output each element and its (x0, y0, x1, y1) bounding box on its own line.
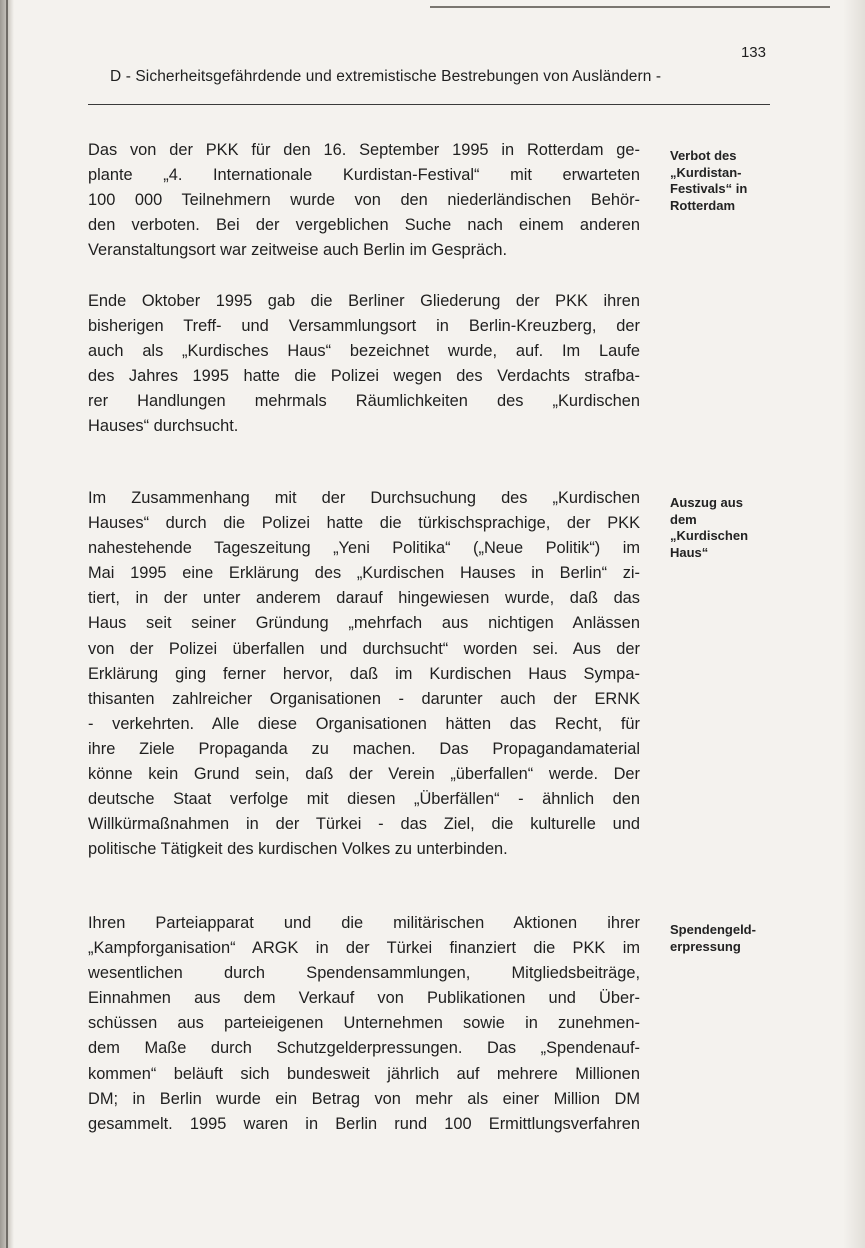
text-line: plante „4. Internationale Kurdistan-Festival“ mit erwarteten (88, 166, 640, 185)
margin-note-line: Verbot des (670, 148, 737, 163)
margin-note-line: Auszug aus (670, 495, 743, 510)
text-line: Veranstaltungsort war zeitweise auch Berlin im Gespräch. (88, 241, 508, 260)
text-line: - verkehrten. Alle diese Organisationen hätten das Recht, für (88, 714, 640, 733)
text-line: auch als „Kurdisches Haus“ bezeichnet wurde, auf. Im Laufe (88, 342, 640, 361)
text-line: Im Zusammenhang mit der Durchsuchung des „Kurdischen (88, 489, 640, 507)
text-line: von der Polizei überfallen und durchsucht“ worden sei. Aus der (88, 639, 640, 658)
text-line: Haus seit seiner Gründung „mehrfach aus nichtigen Anlässen (88, 614, 640, 633)
page-number: 133 (740, 44, 766, 61)
margin-note-line: dem (670, 511, 697, 527)
running-header: D - Sicherheitsgefährdende und extremistische Bestrebungen von Ausländern - (110, 68, 662, 85)
margin-note-kurdish-house (670, 495, 800, 561)
margin-note-line: Rotterdam (670, 197, 736, 213)
text-line: Hauses“ durchsucht. (88, 417, 239, 436)
text-line: Hauses“ durch die Polizei hatte die türkischsprachige, der PKK (88, 514, 640, 533)
margin-note-line: Haus“ (670, 544, 709, 560)
margin-note-extortion (670, 922, 800, 955)
text-line: Willkürmaßnahmen in der Türkei - das Ziel, die kulturelle und (88, 815, 640, 834)
text-line: deutsche Staat verfolge mit diesen „Überfällen“ - ähnlich den (88, 790, 640, 809)
text-line: dem Maße durch Schutzgelderpressungen. Das „Spendenauf- (88, 1039, 640, 1058)
text-line: gesammelt. 1995 waren in Berlin rund 100 Ermittlungsverfahren (88, 1114, 640, 1133)
text-line: schüssen aus parteieigenen Unternehmen sowie in zunehmen- (88, 1014, 640, 1033)
page-right-shadow (843, 0, 865, 1248)
text-line: Ende Oktober 1995 gab die Berliner Gliederung der PKK ihren (88, 292, 640, 310)
margin-note-festival-ban (670, 148, 800, 214)
text-line: 100 000 Teilnehmern wurde von den niederländischen Behör- (88, 191, 640, 210)
text-line: ihre Ziele Propaganda zu machen. Das Propagandamaterial (88, 739, 640, 758)
paragraph-search-statement (88, 486, 640, 862)
text-line: Erklärung ging ferner hervor, daß im Kurdischen Haus Sympa- (88, 664, 640, 683)
margin-note-line: Festivals“ in (670, 181, 748, 197)
header-divider (88, 104, 770, 105)
paragraph-festival-ban (88, 138, 640, 263)
text-line: DM; in Berlin wurde ein Betrag von mehr als einer Million DM (88, 1089, 640, 1108)
page-top-edge (430, 6, 830, 8)
text-line: könne kein Grund sein, daß der Verein „überfallen“ werde. Der (88, 765, 640, 784)
page-binding-edge (6, 0, 8, 1248)
text-line: Ihren Parteiapparat und die militärischen Aktionen ihrer (88, 914, 640, 932)
text-line: „Kampforganisation“ ARGK in der Türkei finanziert die PKK im (88, 939, 640, 958)
text-line: nahestehende Tageszeitung „Yeni Politika“ („Neue Politik“) im (88, 539, 640, 558)
text-line: thisanten zahlreicher Organisationen - darunter auch der ERNK (88, 689, 640, 708)
text-line: politische Tätigkeit des kurdischen Volkes zu unterbinden. (88, 840, 508, 859)
text-line: Mai 1995 eine Erklärung des „Kurdischen Hauses in Berlin“ zi- (88, 564, 640, 583)
text-line: kommen“ beläuft sich bundesweit jährlich auf mehrere Millionen (88, 1064, 640, 1083)
text-line: tiert, in der unter anderem darauf hingewiesen wurde, daß das (88, 589, 640, 608)
paragraph-financing (88, 911, 640, 1137)
text-line: Einnahmen aus dem Verkauf von Publikationen und Über- (88, 989, 640, 1008)
text-line: rer Handlungen mehrmals Räumlichkeiten des „Kurdischen (88, 392, 640, 411)
margin-note-line: „Kurdistan- (670, 164, 742, 180)
text-line: Das von der PKK für den 16. September 1995 in Rotterdam ge- (88, 141, 640, 159)
text-line: wesentlichen durch Spendensammlungen, Mitgliedsbeiträge, (88, 964, 640, 983)
paragraph-kurdish-house-closed (88, 289, 640, 440)
margin-note-line: Spendengeld- (670, 922, 756, 937)
text-line: des Jahres 1995 hatte die Polizei wegen des Verdachts strafba- (88, 367, 640, 386)
text-line: den verboten. Bei der vergeblichen Suche nach einem anderen (88, 216, 640, 235)
margin-note-line: erpressung (670, 938, 741, 954)
text-line: bisherigen Treff- und Versammlungsort in Berlin-Kreuzberg, der (88, 317, 640, 336)
margin-note-line: „Kurdischen (670, 528, 749, 544)
